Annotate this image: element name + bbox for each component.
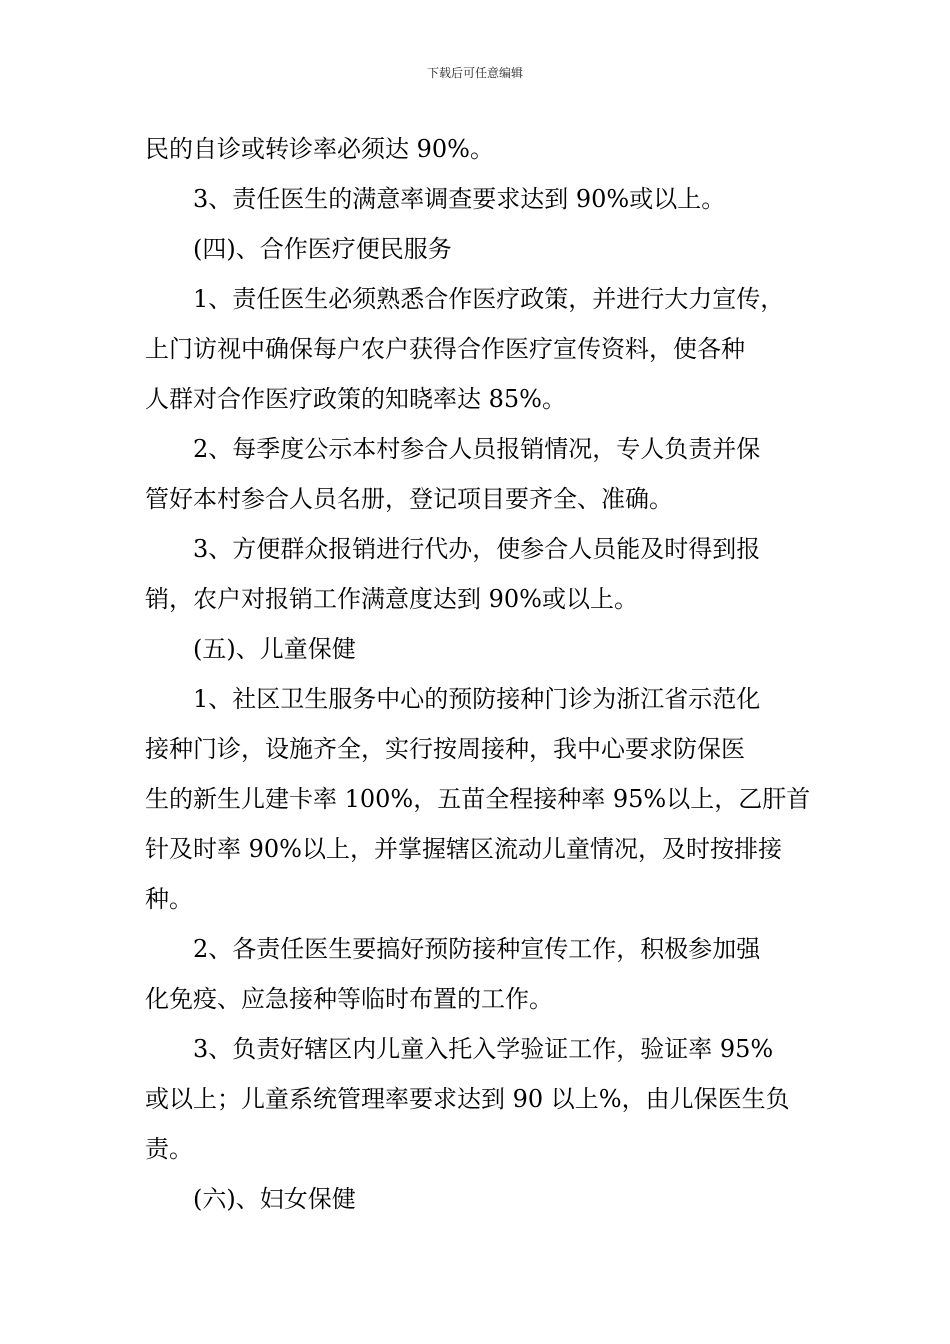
text-line: 或以上；儿童系统管理率要求达到 90 以上%，由儿保医生负 [145, 1085, 790, 1113]
text-line: 生的新生儿建卡率 100%，五苗全程接种率 95%以上，乙肝首 [145, 785, 811, 813]
text-line: 1、社区卫生服务中心的预防接种门诊为浙江省示范化 [193, 685, 761, 713]
text-line: 民的自诊或转诊率必须达 90%。 [145, 135, 494, 163]
text-line: 责。 [145, 1135, 193, 1163]
text-line: 1、责任医生必须熟悉合作医疗政策，并进行大力宣传， [193, 285, 785, 313]
text-line: 销，农户对报销工作满意度达到 90%或以上。 [145, 585, 638, 613]
section-heading-5: (五)、儿童保健 [193, 635, 356, 663]
text-line: 人群对合作医疗政策的知晓率达 85%。 [145, 385, 566, 413]
text-line: 针及时率 90%以上，并掌握辖区流动儿童情况，及时按排接 [145, 835, 782, 863]
text-line: 2、每季度公示本村参合人员报销情况，专人负责并保 [193, 435, 761, 463]
text-line: 3、负责好辖区内儿童入托入学验证工作，验证率 95% [193, 1035, 774, 1063]
text-line: 3、责任医生的满意率调查要求达到 90%或以上。 [193, 185, 726, 213]
text-line: 化免疫、应急接种等临时布置的工作。 [145, 985, 553, 1013]
text-line: 上门访视中确保每户农户获得合作医疗宣传资料，使各种 [145, 335, 745, 363]
text-line: 3、方便群众报销进行代办，使参合人员能及时得到报 [193, 535, 761, 563]
section-heading-6: (六)、妇女保健 [193, 1185, 356, 1213]
text-line: 种。 [145, 885, 193, 913]
text-line: 管好本村参合人员名册，登记项目要齐全、准确。 [145, 485, 673, 513]
text-line: 2、各责任医生要搞好预防接种宣传工作，积极参加强 [193, 935, 761, 963]
page-header: 下载后可任意编辑 [426, 66, 523, 80]
section-heading-4: (四)、合作医疗便民服务 [193, 235, 452, 263]
text-line: 接种门诊，设施齐全，实行按周接种，我中心要求防保医 [145, 735, 745, 763]
